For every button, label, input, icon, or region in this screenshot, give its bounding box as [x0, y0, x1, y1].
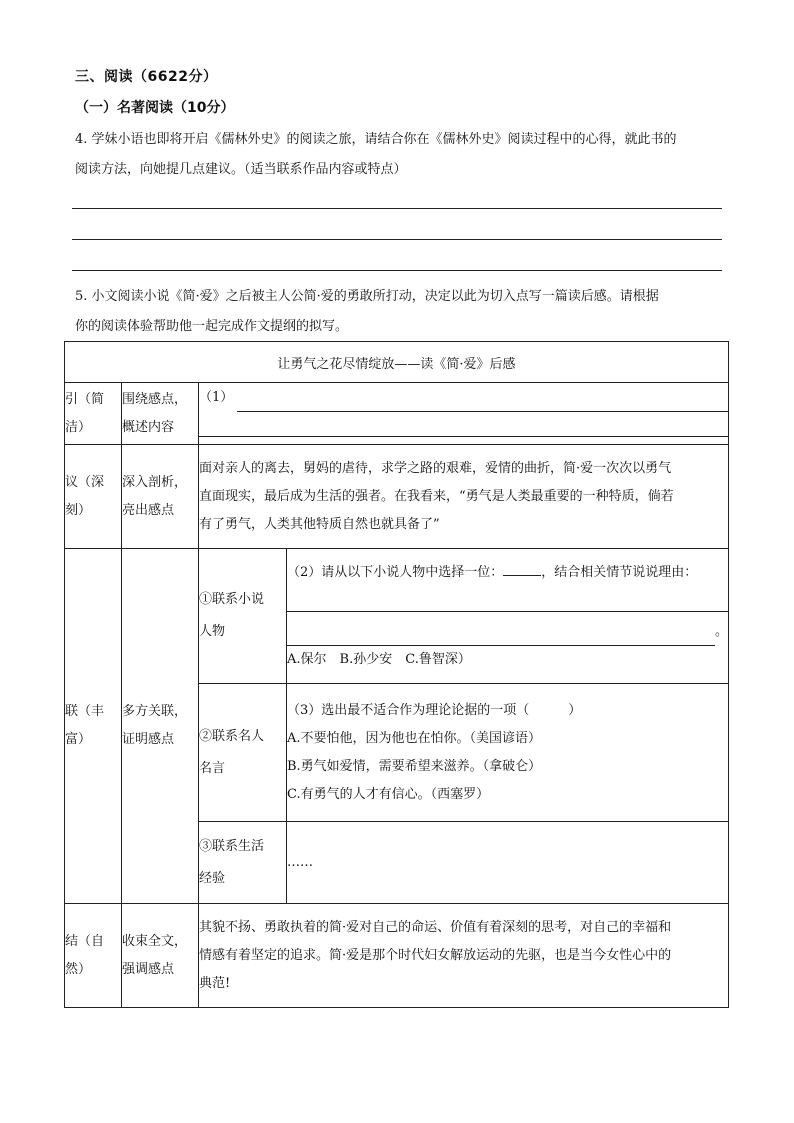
row-label-yin [65, 383, 122, 445]
question-4-line-2: 阅读方法，向她提几点建议。（适当联系作品内容或特点） [75, 162, 407, 177]
quote-option-c[interactable]: C.有勇气的人才有信心。（西塞罗） [287, 786, 490, 802]
row-label-yi-b: 刻） [65, 502, 92, 518]
table-row-jie [65, 904, 729, 1008]
section-title: 三、阅读（6622分） [75, 69, 218, 85]
life-experience-cell [287, 822, 729, 904]
row-label-jie-b: 然） [65, 961, 92, 977]
row-desc-lian [122, 549, 199, 904]
row-desc-yi [122, 445, 199, 549]
row-desc-jie-b: 强调感点 [122, 961, 175, 977]
sub-label-quote-b: 名言 [199, 760, 226, 776]
answer-line-1[interactable] [72, 208, 722, 209]
yi-text-line-2: 直面现实，最后成为生活的强者。在我看来，“勇气是人类最重要的一种特质，倘若 [199, 488, 674, 504]
row-label-jie-a: 结（自 [65, 933, 105, 949]
row-desc-jie-a: 收束全文， [122, 933, 188, 949]
row-label-yin-b: 洁） [65, 419, 92, 435]
row-label-lian-b: 富） [65, 732, 92, 747]
row-desc-yin [122, 383, 199, 445]
row-desc-yi-a: 深入剖析， [122, 474, 188, 490]
yin-blank-line-2[interactable] [199, 418, 728, 437]
yin-blank-row-1 [199, 384, 728, 412]
novel-prompt [287, 559, 728, 587]
jie-text-line-2: 情感有着坚定的追求。简·爱是那个时代妇女解放运动的先驱，也是当今女性心中的 [199, 947, 672, 963]
row-desc-lian-a: 多方关联， [122, 704, 188, 719]
yi-body-text [199, 445, 729, 549]
sub-label-famous-quote [199, 684, 287, 822]
life-ellipsis: …… [287, 854, 313, 870]
novel-end-mark: 。 [714, 623, 728, 639]
question-5-line-2: 你的阅读体验帮助他一起完成作文提纲的拟写。 [75, 319, 349, 334]
question-5 [75, 282, 725, 342]
row-label-yin-a: 引（简 [65, 391, 105, 407]
famous-quote-cell [287, 684, 729, 822]
table-row-yin [65, 383, 729, 445]
novel-prompt-b: ，结合相关情节说说理由： [541, 564, 698, 580]
sub-label-life-a: ③联系生活 [199, 838, 265, 854]
sub-label-life-b: 经验 [199, 870, 226, 886]
table-header-row [65, 342, 729, 383]
row-desc-jie [122, 904, 199, 1008]
row-label-jie [65, 904, 122, 1008]
row-label-lian-a: 联（丰 [65, 704, 105, 719]
question-4-line-1: 4. 学妹小语也即将开启《儒林外史》的阅读之旅，请结合你在《儒林外史》阅读过程中的心得，就此书的 [75, 132, 677, 147]
sub-label-novel-a: ①联系小说 [199, 592, 265, 607]
table-row-lian-1 [65, 549, 729, 684]
quote-option-a[interactable]: A.不要怕他，因为他也在怕你。（美国谚语） [287, 730, 542, 746]
row-label-yi-a: 议（深 [65, 474, 105, 490]
row-label-lian [65, 549, 122, 904]
yi-text-line-3: 有了勇气，人类其他特质自然也就具备了” [199, 516, 440, 532]
question-4 [75, 125, 725, 185]
novel-reason-row-2 [287, 618, 728, 646]
essay-outline-table [64, 341, 729, 1008]
row-desc-yin-a: 围绕感点， [122, 391, 188, 407]
answer-line-2[interactable] [72, 239, 722, 240]
sub-label-life-experience [199, 822, 287, 904]
row-desc-yin-b: 概述内容 [122, 419, 175, 435]
sub-title: （一）名著阅读（10分） [75, 100, 235, 116]
novel-reason-line-2[interactable] [287, 627, 715, 646]
row-desc-yi-b: 亮出感点 [122, 502, 175, 518]
yi-text-line-1: 面对亲人的离去，舅妈的虐待，求学之路的艰难，爱情的曲折，简·爱一次次以勇气 [199, 460, 672, 476]
jie-text-line-1: 其貌不扬、勇敢执着的简·爱对自己的命运、价值有着深刻的思考，对自己的幸福和 [199, 919, 672, 935]
blank-number-1: （1） [199, 390, 234, 405]
jie-text-line-3: 典范! [199, 975, 231, 991]
table-header: 让勇气之花尽情绽放——读《简·爱》后感 [65, 342, 729, 383]
table-row-yi [65, 445, 729, 549]
novel-character-cell [287, 549, 729, 684]
novel-options: A.保尔 B.孙少安 C.鲁智深） [287, 651, 471, 667]
novel-prompt-a: （2）请从以下小说人物中选择一位： [287, 564, 504, 580]
novel-reason-line-1[interactable] [287, 593, 728, 612]
sub-label-novel-b: 人物 [199, 624, 226, 639]
question-5-line-1: 5. 小文阅读小说《简·爱》之后被主人公简·爱的勇敢所打动，决定以此为切入点写一篇读后感。请根据 [75, 289, 659, 304]
yin-blank-line-1[interactable] [237, 393, 728, 412]
yin-answer-cell [199, 383, 729, 445]
sub-label-novel-character [199, 549, 287, 684]
row-desc-lian-b: 证明感点 [122, 732, 175, 747]
quote-prompt: （3）选出最不适合作为理论论据的一项（ ） [287, 702, 582, 718]
character-choice-blank[interactable] [503, 561, 541, 576]
answer-line-3[interactable] [72, 270, 722, 271]
quote-option-b[interactable]: B.勇气如爱情，需要希望来滋养。（拿破仑） [287, 758, 542, 774]
sub-label-quote-a: ②联系名人 [199, 728, 265, 744]
jie-body-text [199, 904, 729, 1008]
row-label-yi [65, 445, 122, 549]
